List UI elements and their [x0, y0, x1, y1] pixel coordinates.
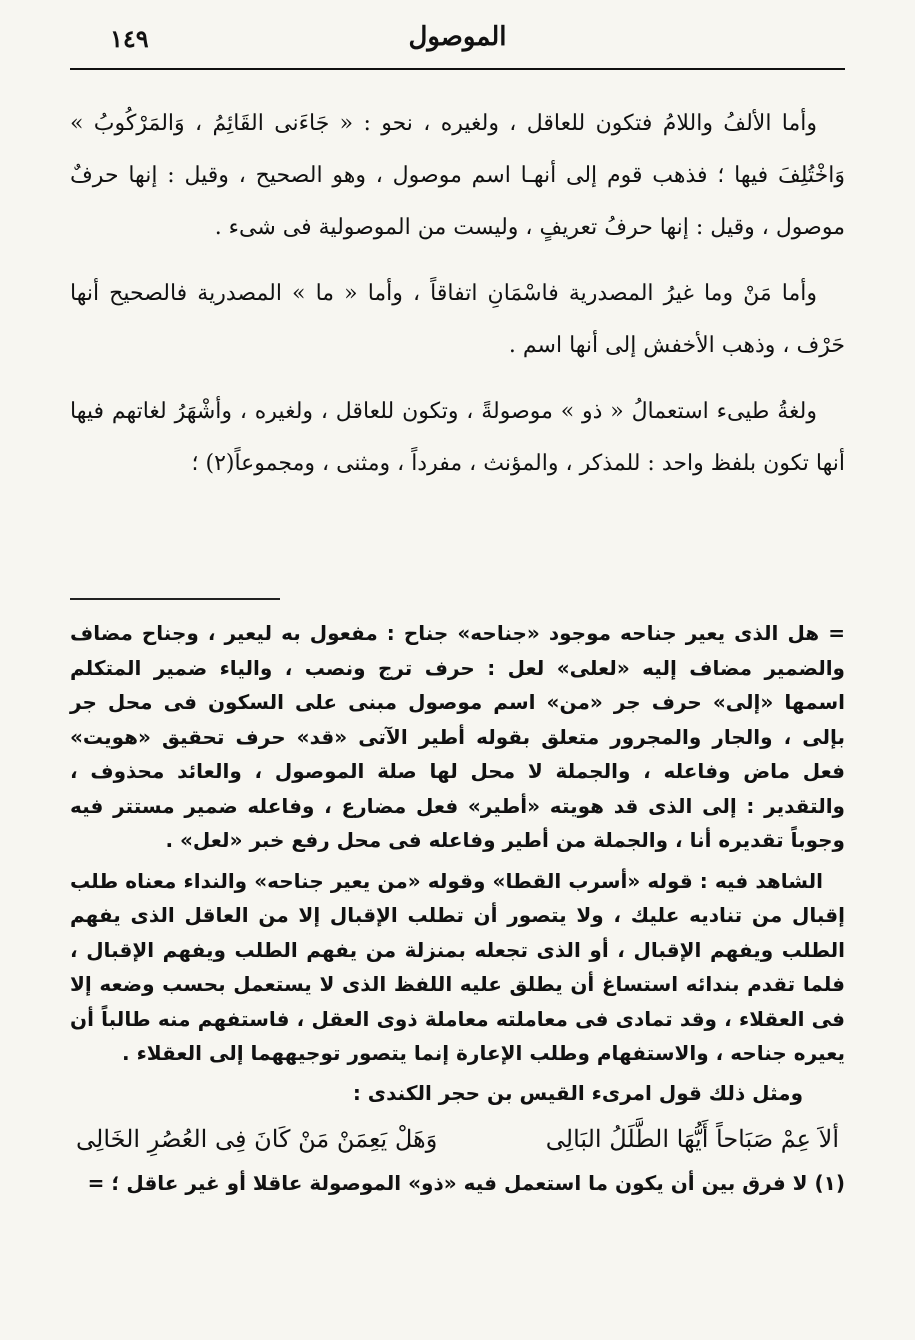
header-rule — [70, 68, 845, 70]
continuation-mark: = — [828, 621, 845, 645]
footnote-paragraph-2: الشاهد فيه : قوله «أسرب القطا» وقوله «من يعير جناحه» والنداء معناه طلب إقبال من تناديه عليك ، ولا يتصور أن تطلب الإقبال إلا من العاقل الذى يفهم الطلب ويفهم الإقبال ، أو الذى تجعله بمنزلة من يفهم الطلب ويفهم الإقبال ، فلما تقدم بندائه استساغ أن يطلق عليه اللفظ الذى لا يستعمل بحسب وضعه إلا فى العقلاء ، وقد تمادى فى معاملته معاملة ذوى العقل ، فاستفهم منه طالباً أن يعيره جناحه ، والاستفهام وطلب الإعارة إنما يتصور توجيههما إلى العقلاء . — [70, 868, 845, 1065]
footnote-paragraph-1-text: هل الذى يعير جناحه موجود «جناحه» جناح : مفعول به ليعير ، وجناح مضاف والضمير مضاف إليه «لعلى» لعل : حرف ترج ونصب ، والياء ضمير المتكلم اسمها «إلى» حرف جر «من» اسم موصول مبنى على السكون فى محل جر بإلى ، والجار والمجرور متعلق بقوله أطير الآتى «قد» حرف تحقيق «هويت» فعل ماض وفاعله ، والجملة لا محل لها صلة الموصول ، والعائد محذوف ، والتقدير : إلى الذى قد هويته «أطير» فعل مضارع ، وفاعله ضمير مستتر فيه وجوباً تقديره أنا ، والجملة من أطير وفاعله فى محل رفع خبر «لعل» . — [70, 621, 845, 852]
verse-intro: ومثل ذلك قول امرىء القيس بن حجر الكندى : — [352, 1080, 803, 1105]
paragraph-1: وأما الألفُ واللامُ فتكون للعاقل ، ولغيره ، نحو : « جَاءَنى القَائِمُ ، وَالمَرْكُوبُ » وَاخْتُلِفَ فيها ؛ فذهب قوم إلى أنهـا اسم موصول ، وهو الصحيح ، وقيل : إنها حرفٌ موصول ، وقيل : إنها حرفُ تعريفٍ ، وليست من الموصولية فى شىء . — [70, 111, 845, 240]
footnote-1: (١) لا فرق بين أن يكون ما استعمل فيه «ذو» الموصولة عاقلا أو غير عاقل ؛ = — [87, 1170, 845, 1195]
main-text — [70, 98, 845, 490]
verse-first-hemistich: ألاَ عِمْ صَبَاحاً أَيُّهَا الطَّلَلُ البَالِى — [545, 1124, 839, 1153]
running-title: الموصول — [408, 22, 507, 52]
page — [70, 18, 845, 1195]
verse-second-hemistich: وَهَلْ يَعِمَنْ مَنْ كَانَ فِى العُصُرِ الخَالِى — [76, 1124, 438, 1153]
footnotes — [70, 616, 845, 1195]
verse — [70, 1125, 845, 1153]
paragraph-3: ولغةُ طيىء استعمالُ « ذو » موصولةً ، وتكون للعاقل ، ولغيره ، وأشْهَرُ لغاتهم فيها أنها تكون بلفظ واحد : للمذكر ، والمؤنث ، مفرداً ، ومثنى ، ومجموعاً(٢) ؛ — [70, 399, 845, 476]
footnote-rule — [70, 598, 280, 600]
page-number: ١٤٩ — [110, 24, 149, 53]
page-header — [70, 18, 845, 62]
paragraph-2: وأما مَنْ وما غيرُ المصدرية فاسْمَانِ اتفاقاً ، وأما « ما » المصدرية فالصحيح أنها حَرْف ، وذهب الأخفش إلى أنها اسم . — [70, 281, 845, 358]
footnote-paragraph-1 — [70, 616, 845, 858]
